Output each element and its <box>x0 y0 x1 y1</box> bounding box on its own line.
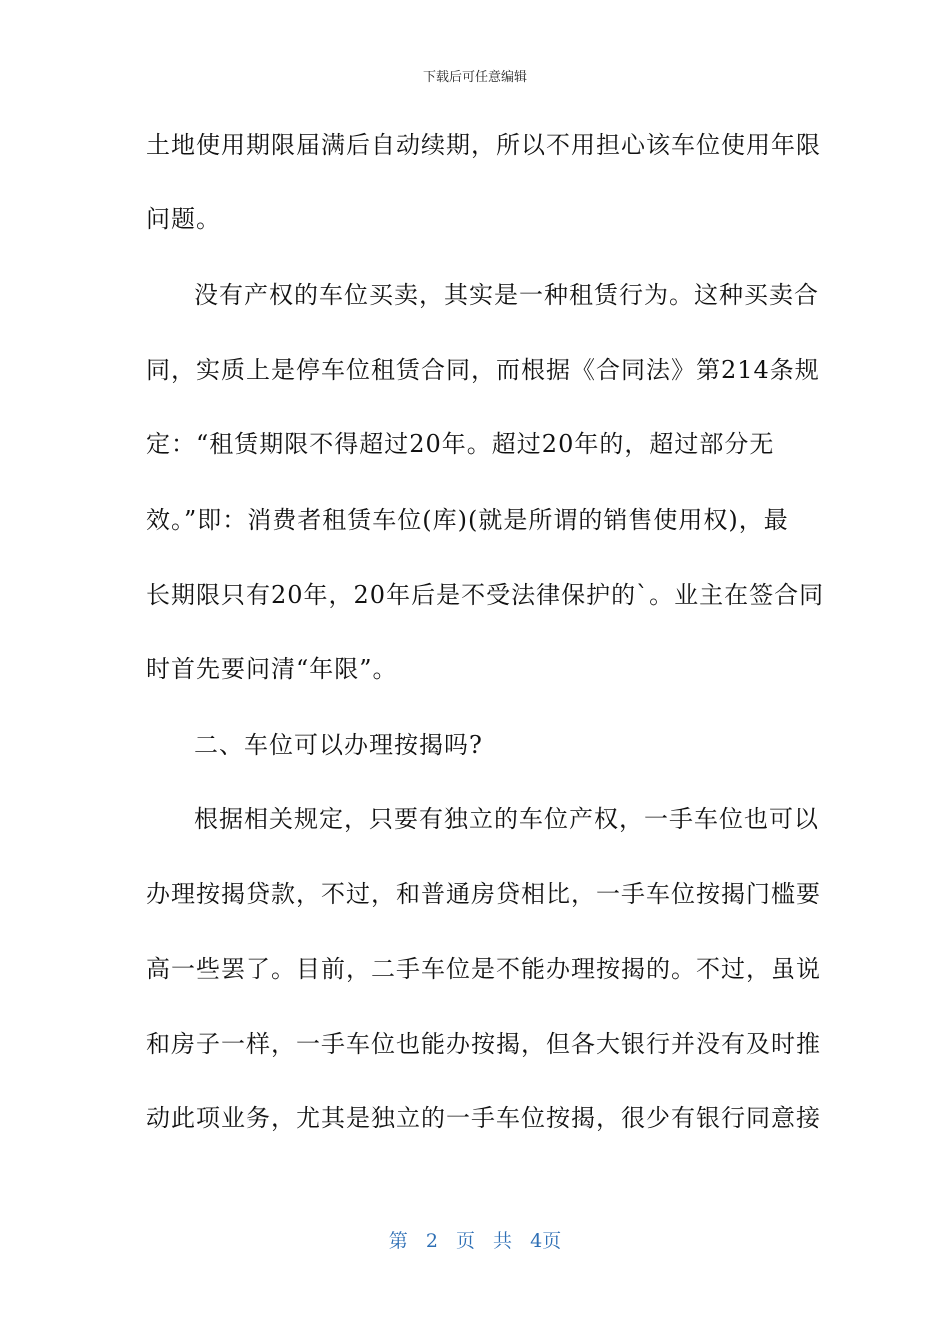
body-line: 时首先要问清“年限”。 <box>146 655 398 683</box>
body-line: 问题。 <box>146 205 221 233</box>
footer-current-page: 2 <box>425 1230 438 1252</box>
body-line: 和房子一样，一手车位也能办按揭，但各大银行并没有及时推 <box>146 1030 821 1058</box>
body-line: 同，实质上是停车位租赁合同，而根据《合同法》第214条规 <box>146 356 820 384</box>
section-heading: 二、车位可以办理按揭吗? <box>194 731 483 759</box>
page-footer <box>0 1226 950 1253</box>
page-header: 下载后可任意编辑 <box>422 70 527 85</box>
body-line: 没有产权的车位买卖，其实是一种租赁行为。这种买卖合 <box>194 281 819 309</box>
body-line: 根据相关规定，只要有独立的车位产权，一手车位也可以 <box>194 805 819 833</box>
footer-total-pages: 4页 <box>530 1230 562 1252</box>
body-line: 办理按揭贷款，不过，和普通房贷相比，一手车位按揭门槛要 <box>146 880 821 908</box>
body-line: 效。”即：消费者租赁车位(库)(就是所谓的销售使用权)，最 <box>146 506 789 534</box>
footer-page-unit: 页 <box>455 1230 475 1252</box>
body-line: 长期限只有20年，20年后是不受法律保护的`。业主在签合同 <box>146 581 825 609</box>
body-line: 动此项业务，尤其是独立的一手车位按揭，很少有银行同意接 <box>146 1104 821 1132</box>
footer-page-label: 第 <box>388 1230 408 1252</box>
body-line: 定：“租赁期限不得超过20年。超过20年的，超过部分无 <box>146 430 775 458</box>
footer-total-label: 共 <box>493 1230 513 1252</box>
body-line: 土地使用期限届满后自动续期，所以不用担心该车位使用年限 <box>146 131 821 159</box>
body-line: 高一些罢了。目前，二手车位是不能办理按揭的。不过，虽说 <box>146 955 821 983</box>
